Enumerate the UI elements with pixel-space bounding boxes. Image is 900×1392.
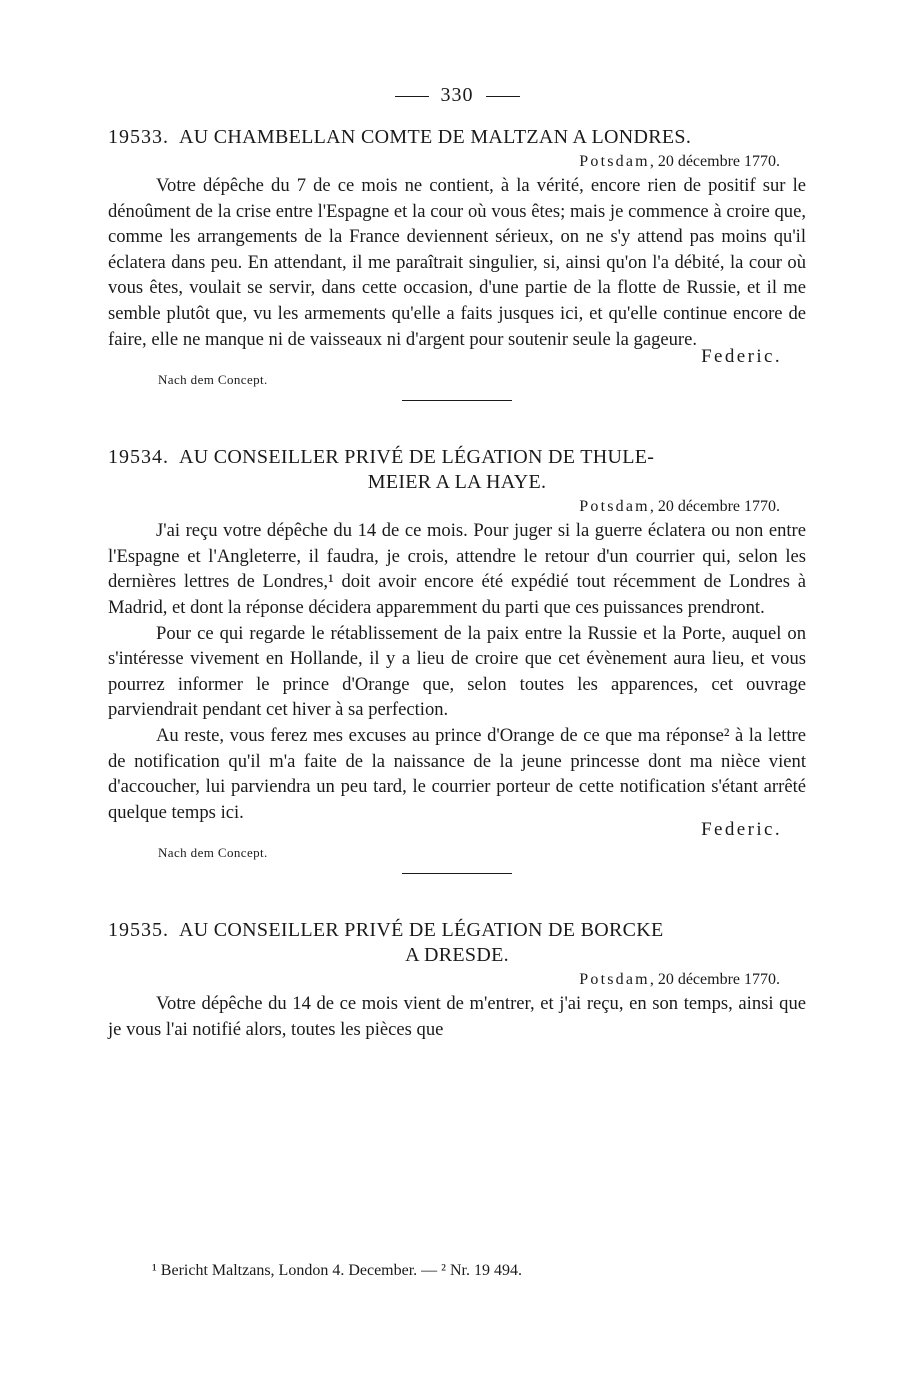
dateline [108,496,806,518]
dateline-place: Potsdam [579,153,650,170]
letter-addressee-continued: MEIER A LA HAYE. [367,471,547,494]
dateline-date: , 20 décembre 1770. [649,971,780,989]
letter-paragraph: J'ai reçu votre dépêche du 14 de ce mois. Pour juger si la guerre éclatera ou non entre l'Espagne et l'Angleterre, il faudra, je crois, attendre le retour d'un courrier qui, selon les dernières lettres de Londres,¹ doit avoir encore été expédié tout récemment de Londres à Madrid, et dont la réponse décidera apparemment du parti que ces puissances prendront. [108,520,806,618]
letter-paragraph: Votre dépêche du 14 de ce mois vient de m'entrer, et j'ai reçu, en son temps, ainsi que je vous l'ai notifié alors, toutes les pièces que [108,993,806,1040]
dateline-place: Potsdam [579,971,650,989]
footnote-text: ¹ Bericht Maltzans, London 4. December. — ² Nr. 19 494. [152,1262,522,1279]
page-number-dash-left [395,96,429,97]
page-number: 330 [108,84,806,107]
letter-addressee: AU CONSEILLER PRIVÉ DE LÉGATION DE BORCKE [179,919,664,942]
source-note: Nach dem Concept. [158,372,268,388]
signature: Federic. [701,819,782,841]
dateline-date: , 20 décembre 1770. [649,498,780,516]
dateline [108,151,806,173]
letter-addressee-continued: A DRESDE. [405,944,509,967]
letter-paragraph: Pour ce qui regarde le rétablissement de la paix entre la Russie et la Porte, auquel on s'intéresse vivement en Hollande, il y a lieu de croire que cet évènement aura lieu, et vous pourrez informer le prince d'Orange que, selon toutes les apparences, cet ouvrage parviendrait pendant cet hiver à sa perfection. [108,622,806,721]
letter-19533 [108,125,806,401]
source-note: Nach dem Concept. [158,845,268,861]
page-number-dash-right [486,96,520,97]
signature: Federic. [701,346,782,368]
section-separator [402,873,512,874]
letter-paragraph: Votre dépêche du 7 de ce mois ne contient, à la vérité, encore rien de positif sur le dénoûment de la crise entre l'Espagne et la cour où vous êtes; mais je commence à croire que, comme les arrangements de la France deviennent sérieux, on ne s'y attend pas moins qu'il éclatera dans peu. En attendant, il me paraîtrait singulier, si, ainsi qu'on l'a débité, la cour où vous êtes, voulait se servir, dans cette occasion, d'une partie de la flotte de Russie, et il me semble plutôt que, vu les armements qu'elle a faits jusques ici, et qu'elle continue encore de faire, elle ne manque ni de vaisseaux ni d'argent pour soutenir seule la gageure. [108,175,806,350]
section-separator [402,400,512,401]
letter-addressee: AU CHAMBELLAN COMTE DE MALTZAN A LONDRES. [179,126,692,148]
dateline-date: , 20 décembre 1770. [649,153,780,170]
letter-number: 19533. [108,126,169,148]
page [108,84,806,1042]
dateline-place: Potsdam [579,498,650,516]
letter-19535 [108,918,806,1042]
letter-addressee: AU CONSEILLER PRIVÉ DE LÉGATION DE THULE- [179,446,655,469]
letter-19534 [108,445,806,874]
letter-number: 19534. [108,446,169,469]
letter-heading [108,445,806,495]
letter-heading [108,918,806,968]
footnotes [108,1260,806,1282]
letter-number: 19535. [108,919,169,942]
letter-heading [108,125,806,150]
letter-paragraph: Au reste, vous ferez mes excuses au prince d'Orange de ce que ma réponse² à la lettre de notification qu'il m'a faite de la naissance de la jeune princesse dont ma nièce vient d'accoucher, lui parviendra un peu tard, le courrier porteur de cette notification s'étant arrêté quelque temps ici. [108,724,806,823]
dateline [108,969,806,991]
